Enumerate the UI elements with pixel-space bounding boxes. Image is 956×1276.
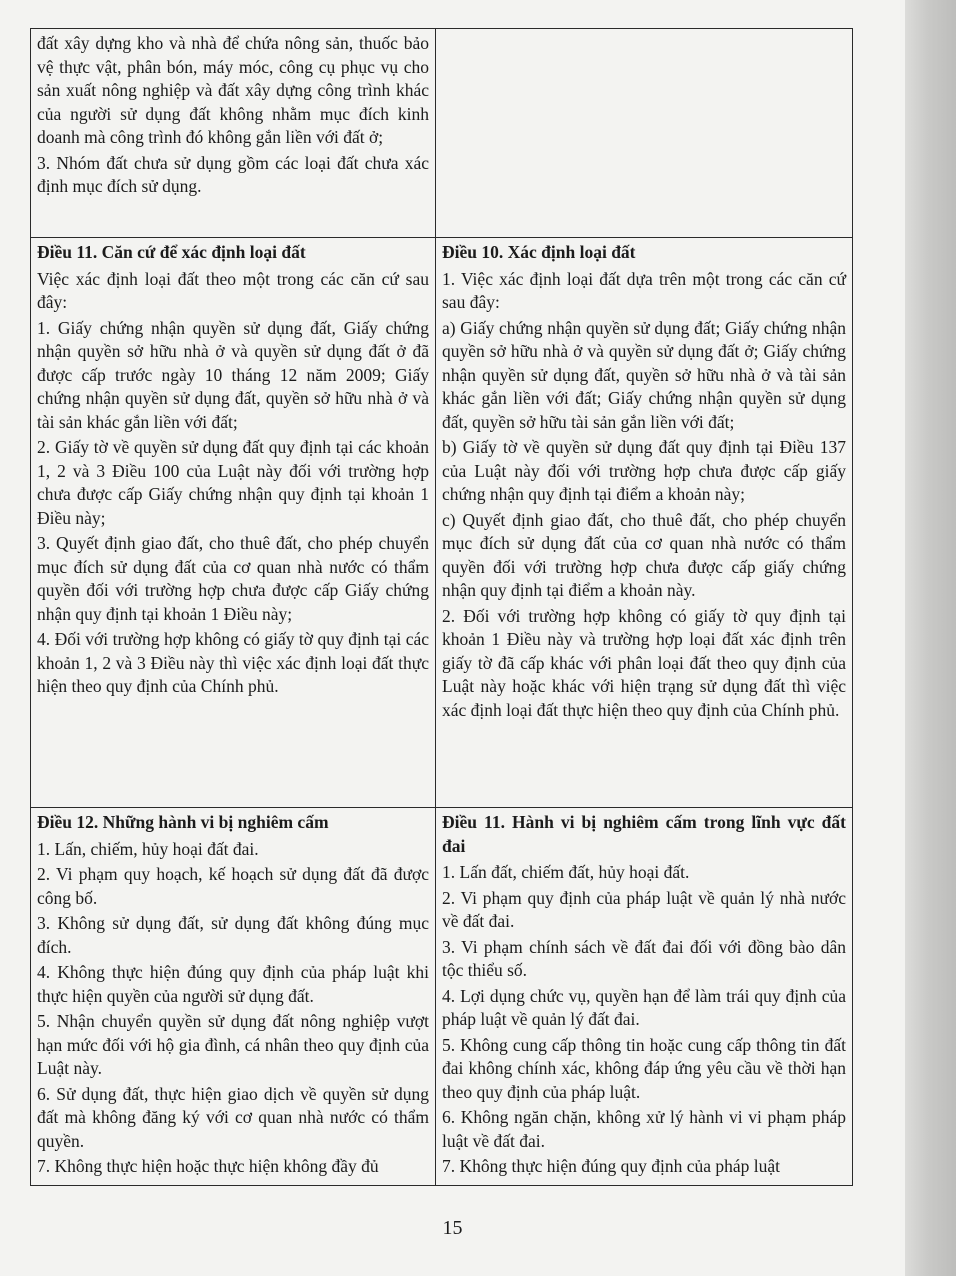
clause-text: 5. Không cung cấp thông tin hoặc cung cấp thông tin đất đai không chính xác, không đáp ứng yêu cầu về thời hạn theo quy định của pháp luật. <box>442 1034 846 1102</box>
clause-text: 1. Việc xác định loại đất dựa trên một trong các căn cứ sau đây: <box>442 268 846 312</box>
clause-text: b) Giấy tờ về quyền sử dụng đất quy định tại Điều 137 của Luật này đối với trường hợp chưa được cấp giấy chứng nhận quy định tại điểm a khoản này; <box>442 437 846 504</box>
right-column-cell <box>436 808 853 1186</box>
clause-text: Việc xác định loại đất theo một trong các căn cứ sau đây: <box>37 268 429 312</box>
right-column-cell <box>436 29 853 238</box>
table-row <box>31 238 853 808</box>
clause-text: c) Quyết định giao đất, cho thuê đất, cho phép chuyển mục đích sử dụng đất của cơ quan nhà nước có thẩm quyền đối với trường hợp chưa được cấp giấy chứng nhận quy định tại điểm a khoản này. <box>442 509 846 600</box>
left-column-cell <box>31 29 436 238</box>
clause-text: 7. Không thực hiện hoặc thực hiện không đầy đủ <box>37 1156 379 1176</box>
clause-text: 2. Giấy tờ về quyền sử dụng đất quy định tại các khoản 1, 2 và 3 Điều 100 của Luật này đối với trường hợp chưa được cấp Giấy chứng nhận quy định tại khoản 1 Điều này; <box>37 437 429 528</box>
clause-text: 1. Lấn đất, chiếm đất, hủy hoại đất. <box>442 862 690 882</box>
left-column-cell <box>31 238 436 808</box>
law-comparison-table <box>30 28 853 1186</box>
clause-text: 3. Nhóm đất chưa sử dụng gồm các loại đất chưa xác định mục đích sử dụng. <box>37 152 429 196</box>
clause-text: đất xây dựng kho và nhà để chứa nông sản, thuốc bảo vệ thực vật, phân bón, máy móc, công cụ phục vụ cho sản xuất nông nghiệp và đất xây dựng công trình khác của người sử dụng đất không nhằm mục đích kinh doanh mà công trình đó không gắn liền với đất ở; <box>37 33 429 147</box>
clause-text: 5. Nhận chuyển quyền sử dụng đất nông nghiệp vượt hạn mức đối với hộ gia đình, cá nhân theo quy định của Luật này. <box>37 1011 429 1078</box>
article-heading: Điều 11. Căn cứ để xác định loại đất <box>37 242 306 262</box>
table-body <box>31 29 853 1186</box>
article-heading: Điều 11. Hành vi bị nghiêm cấm trong lĩnh vực đất đai <box>442 812 846 856</box>
article-heading: Điều 10. Xác định loại đất <box>442 242 636 262</box>
page-number: 15 <box>442 1217 463 1239</box>
clause-text: 6. Sử dụng đất, thực hiện giao dịch về quyền sử dụng đất mà không đăng ký với cơ quan nhà nước có thẩm quyền. <box>37 1083 429 1151</box>
clause-text: 3. Quyết định giao đất, cho thuê đất, cho phép chuyển mục đích sử dụng đất của cơ quan nhà nước có thẩm quyền đối với trường hợp chưa được cấp Giấy chứng nhận quy định tại khoản 1 Điều này; <box>37 533 429 624</box>
clause-text: 2. Đối với trường hợp không có giấy tờ quy định tại khoản 1 Điều này và trường hợp loại đất xác định trên giấy tờ đã cấp khác với phân loại đất theo quy định của Luật này hoặc khác với hiện trạng sử dụng đất thì việc xác định loại đất thực hiện theo quy định của Chính phủ. <box>442 605 846 720</box>
clause-text: 6. Không ngăn chặn, không xử lý hành vi vi phạm pháp luật về đất đai. <box>442 1107 846 1151</box>
table-row <box>31 29 853 238</box>
page-edge-shadow <box>905 0 956 1276</box>
table-row <box>31 808 853 1186</box>
clause-text: 4. Lợi dụng chức vụ, quyền hạn để làm trái quy định của pháp luật về quản lý đất đai. <box>442 985 846 1029</box>
left-column-cell <box>31 808 436 1186</box>
clause-text: 2. Vi phạm quy định của pháp luật về quản lý nhà nước về đất đai. <box>442 887 846 931</box>
clause-text: 7. Không thực hiện đúng quy định của pháp luật <box>442 1156 781 1176</box>
right-column-cell <box>436 238 853 808</box>
clause-text: 4. Đối với trường hợp không có giấy tờ quy định tại các khoản 1, 2 và 3 Điều này thì việc xác định loại đất thực hiện theo quy định của Chính phủ. <box>37 629 429 696</box>
clause-text: 1. Lấn, chiếm, hủy hoại đất đai. <box>37 838 259 859</box>
clause-text: a) Giấy chứng nhận quyền sử dụng đất; Giấy chứng nhận quyền sở hữu nhà ở và quyền sử dụng đất ở; Giấy chứng nhận quyền sử dụng đất, quyền sở hữu nhà ở và tài sản khác gắn liền với đất; Giấy chứng nhận quyền sử dụng đất, quyền sở hữu tài sản gắn liền với đất; <box>442 317 846 432</box>
clause-text: 4. Không thực hiện đúng quy định của pháp luật khi thực hiện quyền của người sử dụng đất. <box>37 962 429 1006</box>
clause-text: 3. Vi phạm chính sách về đất đai đối với đồng bào dân tộc thiểu số. <box>442 936 846 980</box>
clause-text: 1. Giấy chứng nhận quyền sử dụng đất, Giấy chứng nhận quyền sở hữu nhà ở và quyền sử dụng đất ở đã được cấp trước ngày 10 tháng 12 năm 2009; Giấy chứng nhận quyền sử dụng đất, quyền sở hữu nhà ở và tài sản khác gắn liền với đất; <box>37 317 429 432</box>
article-heading: Điều 12. Những hành vi bị nghiêm cấm <box>37 812 329 832</box>
clause-text: 2. Vi phạm quy hoạch, kế hoạch sử dụng đất đã được công bố. <box>37 864 429 908</box>
clause-text: 3. Không sử dụng đất, sử dụng đất không đúng mục đích. <box>37 913 429 957</box>
